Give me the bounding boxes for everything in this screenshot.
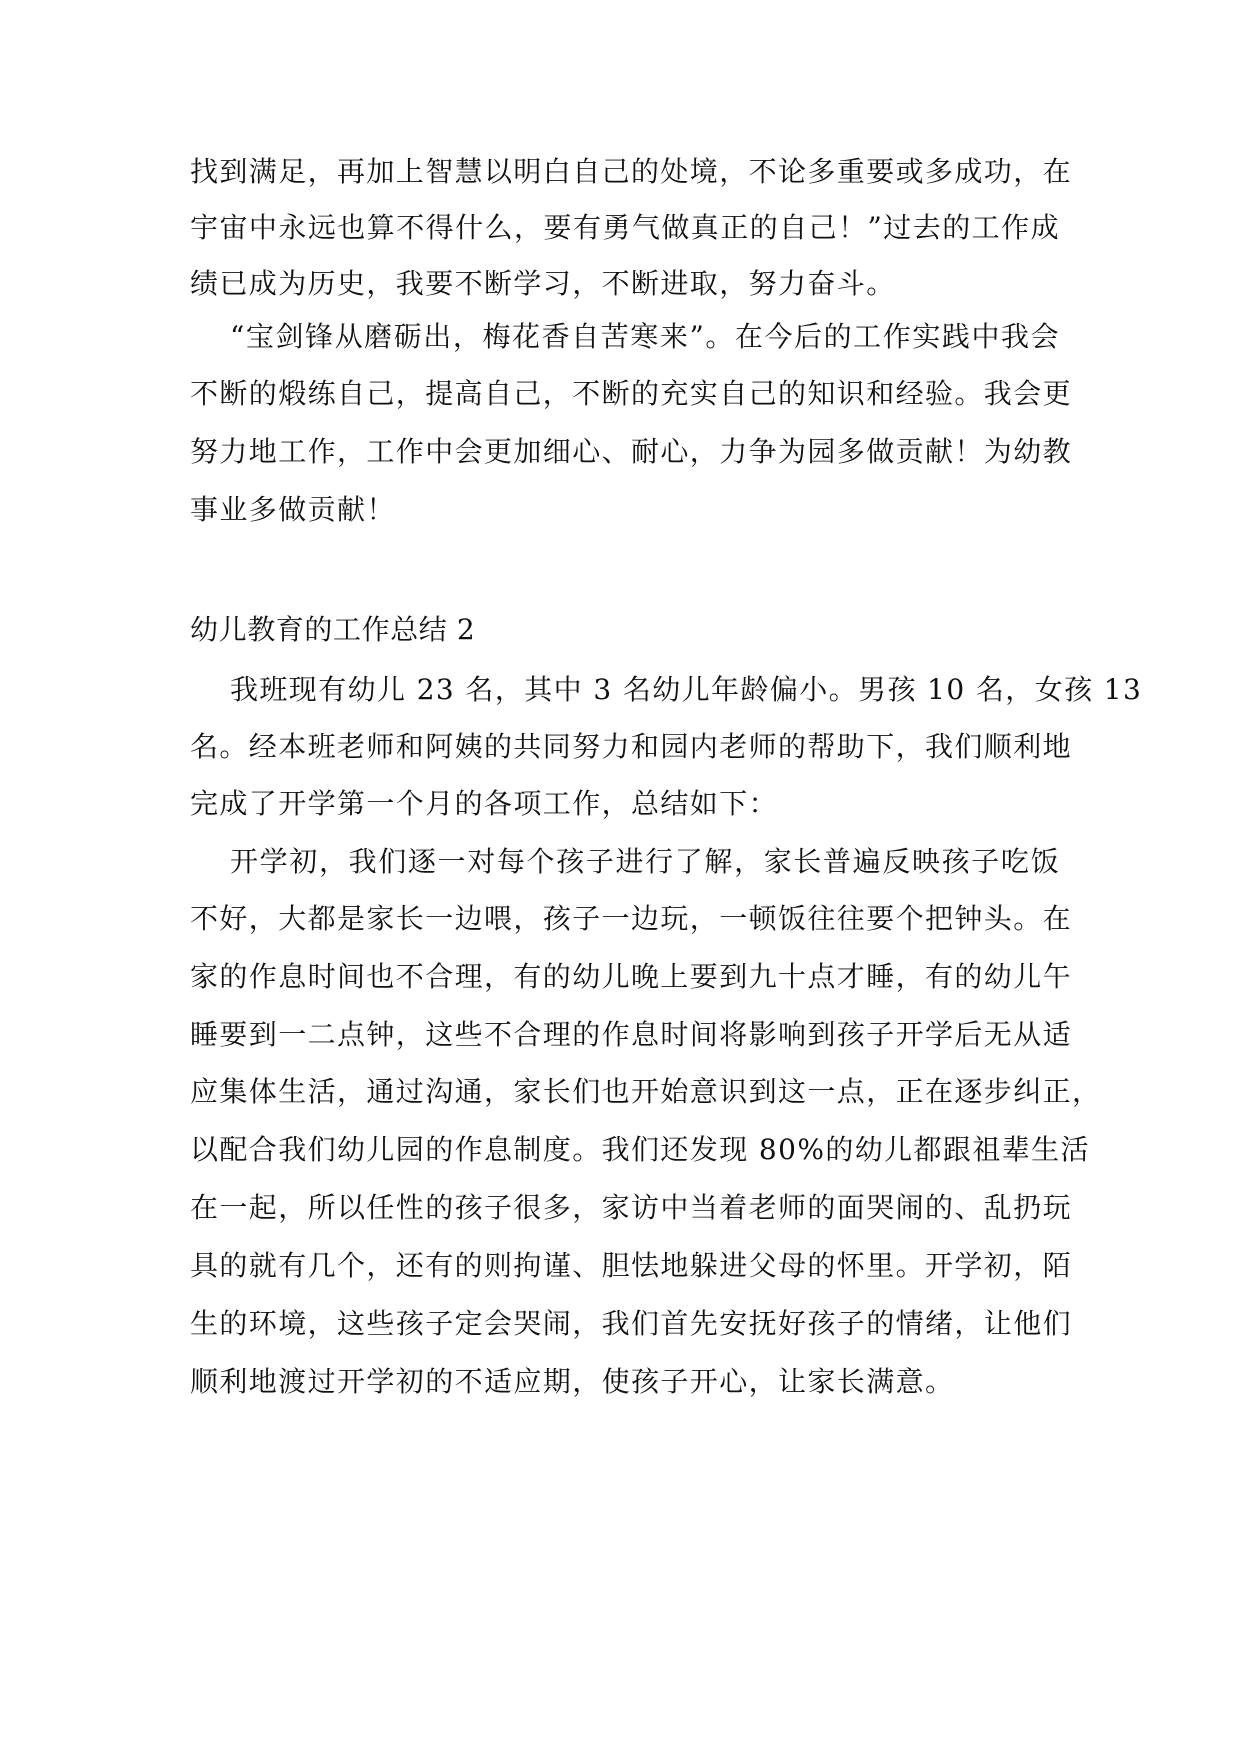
- paragraph-4-line-10: 顺利地渡过开学初的不适应期，使孩子开心，让家长满意。: [190, 1365, 955, 1398]
- paragraph-1-line-2: 宇宙中永远也算不得什么，要有勇气做真正的自己！”过去的工作成: [190, 211, 1060, 244]
- paragraph-4-line-8: 具的就有几个，还有的则拘谨、胆怯地躲进父母的怀里。开学初，陌: [190, 1249, 1073, 1282]
- paragraph-1-line-1: 找到满足，再加上智慧以明白自己的处境，不论多重要或多成功，在: [190, 155, 1073, 188]
- paragraph-3-line-2: 名。经本班老师和阿姨的共同努力和园内老师的帮助下，我们顺利地: [190, 730, 1073, 763]
- paragraph-2-line-3: 努力地工作，工作中会更加细心、耐心，力争为园多做贡献！为幼教: [190, 435, 1073, 468]
- paragraph-3-line-3: 完成了开学第一个月的各项工作，总结如下：: [190, 787, 779, 820]
- paragraph-1-line-3: 绩已成为历史，我要不断学习，不断进取，努力奋斗。: [190, 267, 896, 300]
- paragraph-2-line-1: “宝剑锋从磨砺出，梅花香自苦寒来”。在今后的工作实践中我会: [230, 320, 1060, 353]
- paragraph-2-line-4: 事业多做贡献！: [190, 493, 396, 526]
- paragraph-4-line-7: 在一起，所以任性的孩子很多，家访中当着老师的面哭闹的、乱扔玩: [190, 1191, 1073, 1224]
- paragraph-4-line-3: 家的作息时间也不合理，有的幼儿晚上要到九十点才睡，有的幼儿午: [190, 960, 1073, 993]
- paragraph-4-line-9: 生的环境，这些孩子定会哭闹，我们首先安抚好孩子的情绪，让他们: [190, 1307, 1073, 1340]
- paragraph-4-line-2: 不好，大都是家长一边喂，孩子一边玩，一顿饭往往要个把钟头。在: [190, 902, 1073, 935]
- paragraph-4-line-4: 睡要到一二点钟，这些不合理的作息时间将影响到孩子开学后无从适: [190, 1018, 1073, 1051]
- section-heading: 幼儿教育的工作总结 2: [190, 613, 476, 646]
- paragraph-4-line-1: 开学初，我们逐一对每个孩子进行了解，家长普遍反映孩子吃饭: [230, 845, 1060, 878]
- paragraph-2-line-2: 不断的煅练自己，提高自己，不断的充实自己的知识和经验。我会更: [190, 377, 1073, 410]
- paragraph-4-line-6: 以配合我们幼儿园的作息制度。我们还发现 80%的幼儿都跟祖辈生活: [190, 1133, 1090, 1166]
- paragraph-3-line-1: 我班现有幼儿 23 名，其中 3 名幼儿年龄偏小。男孩 10 名，女孩 13: [230, 673, 1143, 706]
- paragraph-4-line-5: 应集体生活，通过沟通，家长们也开始意识到这一点，正在逐步纠正，: [190, 1075, 1102, 1108]
